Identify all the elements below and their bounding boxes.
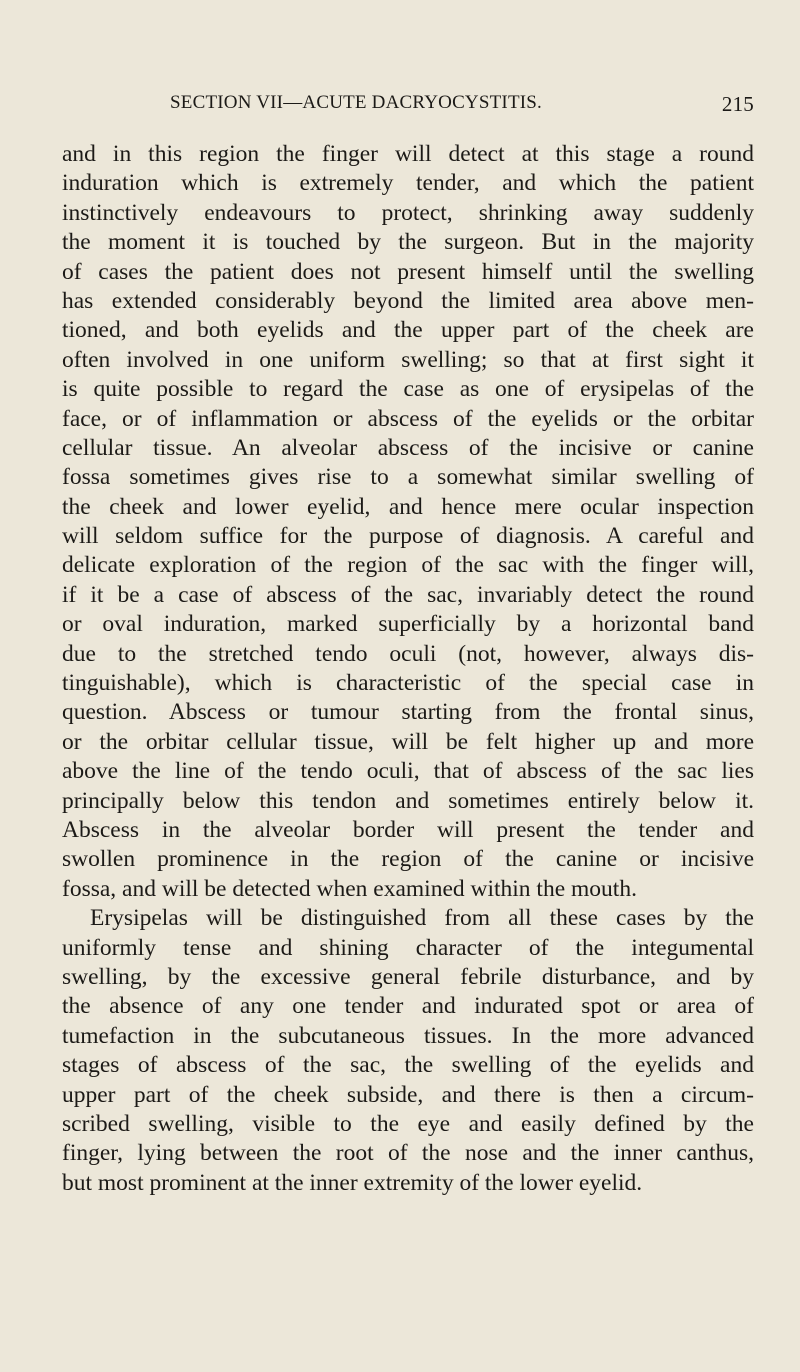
text-line: or the orbitar cellular tissue, will be felt higher up and more <box>62 728 754 755</box>
text-line: face, or of inflammation or abscess of the eyelids or the orbitar <box>62 405 754 432</box>
text-line: delicate exploration of the region of the sac with the finger will, <box>62 552 754 579</box>
text-line: of cases the patient does not present himself until the swelling <box>62 258 754 285</box>
text-line: the moment it is touched by the surgeon. But in the majority <box>62 229 754 256</box>
text-line: is quite possible to regard the case as one of erysipelas of the <box>62 376 754 403</box>
text-line: swelling, by the excessive general febrile disturbance, and by <box>62 963 754 990</box>
running-header <box>170 92 754 116</box>
text-line: but most prominent at the inner extremity of the lower eyelid. <box>62 1169 643 1196</box>
text-line: the cheek and lower eyelid, and hence mere ocular inspection <box>62 493 754 520</box>
text-line: will seldom suffice for the purpose of diagnosis. A careful and <box>62 523 754 550</box>
text-line: upper part of the cheek subside, and there is then a circum- <box>62 1081 754 1108</box>
running-title: SECTION VII—ACUTE DACRYOCYSTITIS. <box>170 92 543 113</box>
text-line: question. Abscess or tumour starting from the frontal sinus, <box>62 699 754 726</box>
text-line: the absence of any one tender and indurated spot or area of <box>62 993 754 1020</box>
text-line: and in this region the finger will detect at this stage a round <box>62 141 754 167</box>
page-number: 215 <box>721 92 754 116</box>
text-line: fossa sometimes gives rise to a somewhat similar swelling of <box>62 464 754 491</box>
text-line: finger, lying between the root of the nose and the inner canthus, <box>62 1140 754 1167</box>
text-line: if it be a case of abscess of the sac, invariably detect the round <box>62 581 754 608</box>
text-line: or oval induration, marked superficially by a horizontal band <box>62 611 754 638</box>
text-line: instinctively endeavours to protect, shrinking away suddenly <box>62 199 754 226</box>
text-line: above the line of the tendo oculi, that of abscess of the sac lies <box>62 758 754 785</box>
text-line: due to the stretched tendo oculi (not, however, always dis- <box>62 640 754 667</box>
text-line: cellular tissue. An alveolar abscess of the incisive or canine <box>62 434 754 461</box>
paragraph-start-line: Erysipelas will be distinguished from all these cases by the <box>90 905 754 932</box>
text-line: Abscess in the alveolar border will present the tender and <box>62 816 754 843</box>
text-line: scribed swelling, visible to the eye and easily defined by the <box>62 1110 754 1137</box>
text-line: induration which is extremely tender, and which the patient <box>62 170 754 197</box>
text-line: often involved in one uniform swelling; so that at first sight it <box>62 346 754 373</box>
text-line: has extended considerably beyond the limited area above men- <box>62 287 754 314</box>
text-line: tioned, and both eyelids and the upper part of the cheek are <box>62 317 754 344</box>
text-line: fossa, and will be detected when examined within the mouth. <box>62 875 637 902</box>
text-line: principally below this tendon and sometimes entirely below it. <box>62 787 754 814</box>
body-text <box>62 140 754 1198</box>
text-line: swollen prominence in the region of the canine or incisive <box>62 846 754 873</box>
text-line: tumefaction in the subcutaneous tissues. In the more advanced <box>62 1022 754 1049</box>
text-line: uniformly tense and shining character of the integumental <box>62 934 754 961</box>
text-line: tinguishable), which is characteristic of the special case in <box>62 670 754 697</box>
text-line: stages of abscess of the sac, the swelling of the eyelids and <box>62 1052 754 1079</box>
